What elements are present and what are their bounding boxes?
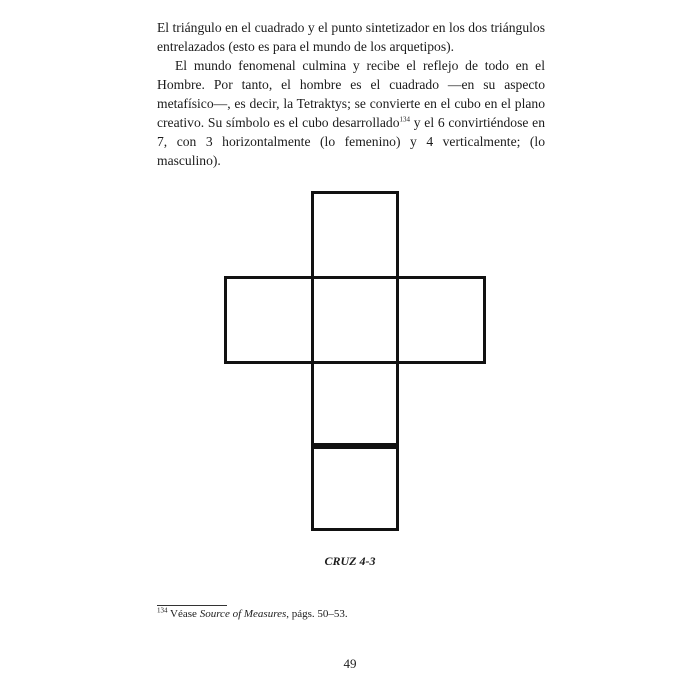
paragraph-2-text-a: El mundo fenomenal culmina y recibe el reflejo de todo en el Hombre. Por tanto, el hombre es el cuadrado —en su aspecto metafísico—, es decir, la Tetraktys; se convierte en el cubo en el plano creativo. Su símbolo es el cubo desarrollado <box>157 58 545 130</box>
paragraph-2 <box>157 56 545 170</box>
cube-net-cross-figure <box>224 191 486 531</box>
body-text <box>157 18 545 170</box>
footnote-prefix: Véase <box>167 608 200 620</box>
figure-caption: CRUZ 4-3 <box>324 554 376 568</box>
cross-cell-center <box>311 276 399 364</box>
footnote <box>157 608 348 620</box>
page-number: 49 <box>343 656 357 671</box>
cross-cell-lower <box>311 361 399 449</box>
paragraph-2-text-b: y el 6 convirtiéndose en 7, con 3 horizontalmente (lo femenino) y 4 verticalmente; (lo masculino). <box>157 115 545 168</box>
footnote-reference[interactable]: 134 <box>399 115 411 124</box>
cross-cell-bottom <box>311 443 399 531</box>
cross-cell-top <box>311 191 399 279</box>
footnote-source-title: Source of Measures <box>199 608 287 620</box>
footnote-number: 134 <box>157 606 168 615</box>
footnote-pages: , págs. 50–53. <box>286 608 348 620</box>
cross-cell-left <box>224 276 314 364</box>
paragraph-1: El triángulo en el cuadrado y el punto sintetizador en los dos triángulos entrelazados (esto es para el mundo de los arquetipos). <box>157 20 545 54</box>
cross-cell-right <box>396 276 486 364</box>
